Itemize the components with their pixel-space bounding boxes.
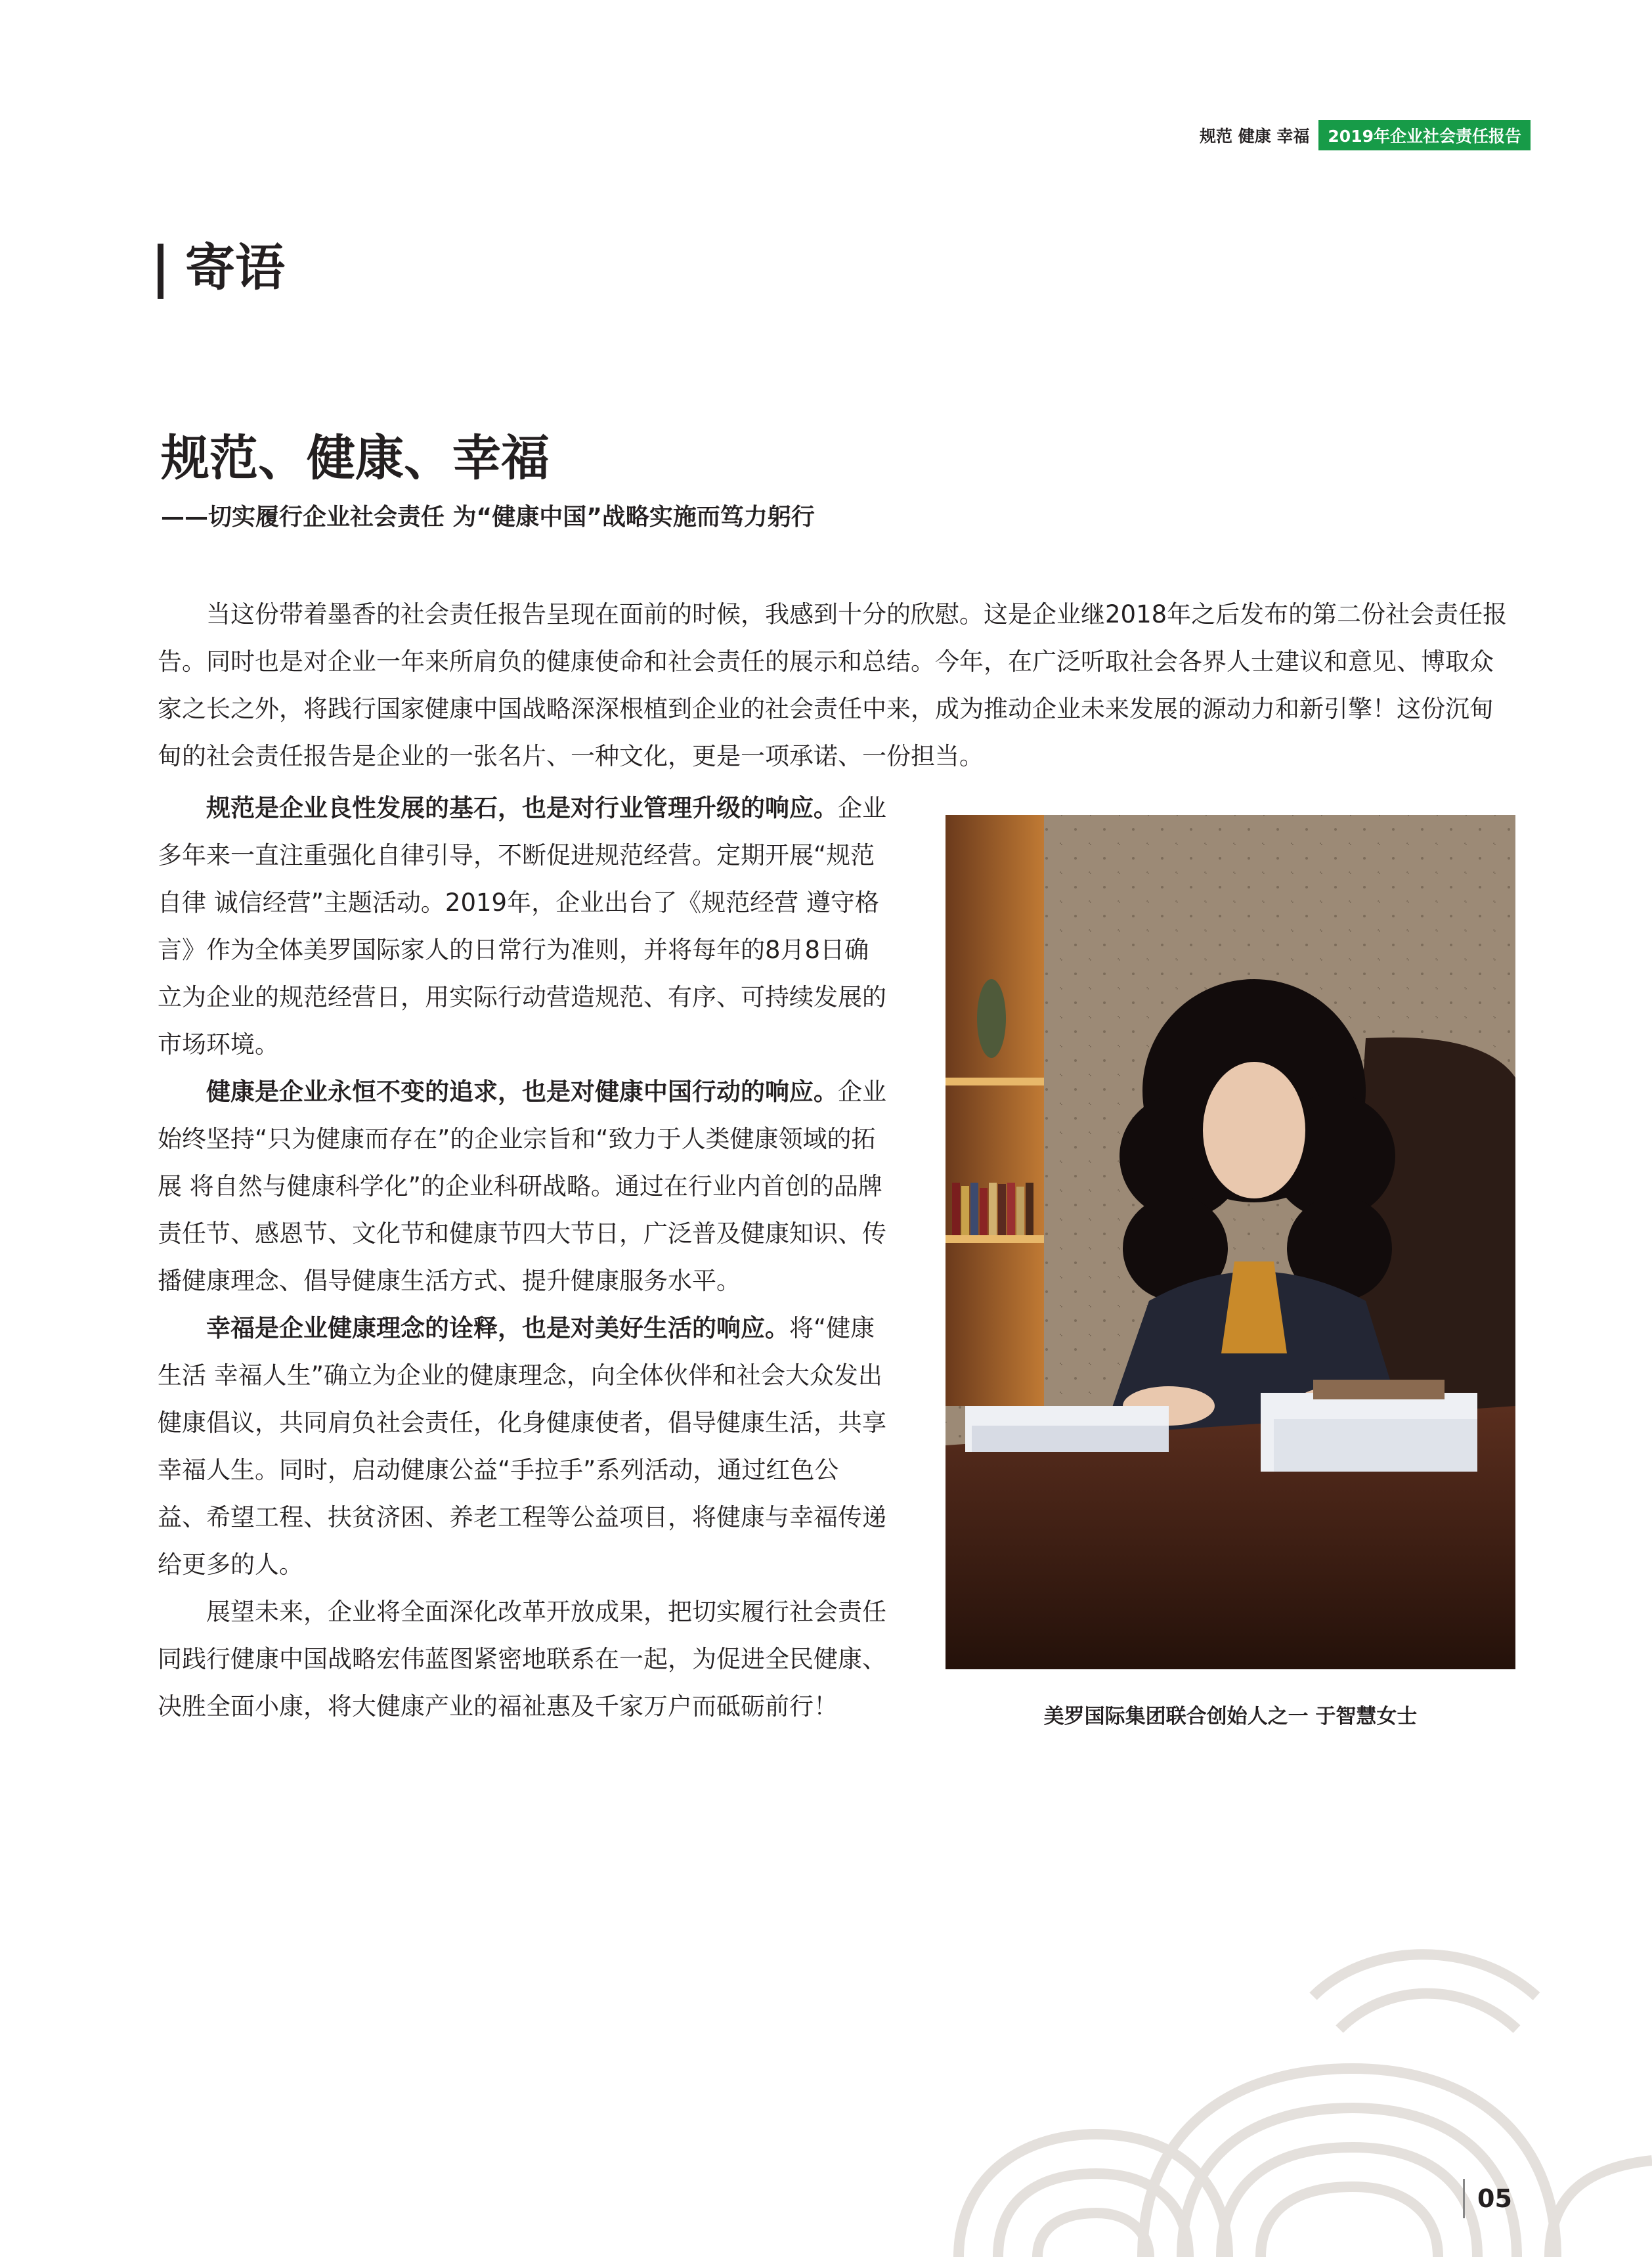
paragraph-body: 展望未来，企业将全面深化改革开放成果，把切实履行社会责任同践行健康中国战略宏伟蓝图紧密地联系在一起，为促进全民健康、决胜全面小康，将大健康产业的福祉惠及千家万户而砥砺前行！ [158, 1598, 886, 1720]
portrait-illustration [946, 815, 1515, 1669]
header-tagline: 规范 健康 幸福 [1199, 127, 1310, 146]
article-title: 规范、健康、幸福 [161, 430, 550, 487]
portrait-photo [946, 815, 1515, 1669]
paragraph-body: 企业始终坚持“只为健康而存在”的企业宗旨和“致力于人类健康领域的拓展 将自然与健康科学化”的企业科研战略。通过在行业内首创的品牌责任节、感恩节、文化节和健康节四大节日，广泛普及健康知识、传播健康理念、倡导健康生活方式、提升健康服务水平。 [158, 1078, 886, 1295]
paragraph-health [158, 1068, 886, 1305]
paragraph-standards [158, 785, 886, 1068]
cloud-pattern-decoration [946, 1917, 1652, 2257]
photo-caption: 美罗国际集团联合创始人之一 于智慧女士 [1043, 1705, 1418, 1728]
intro-paragraph: 当这份带着墨香的社会责任报告呈现在面前的时候，我感到十分的欣慰。这是企业继2018年之后发布的第二份社会责任报告。同时也是对企业一年来所肩负的健康使命和社会责任的展示和总结。今年，在广泛听取社会各界人士建议和意见、博取众家之长之外，将践行国家健康中国战略深深根植到企业的社会责任中来，成为推动企业未来发展的源动力和新引擎！这份沉甸甸的社会责任报告是企业的一张名片、一种文化，更是一项承诺、一份担当。 [158, 600, 1508, 770]
section-bar [158, 244, 163, 299]
paragraph-happiness [158, 1305, 886, 1589]
paragraph-lead: 健康是企业永恒不变的追求，也是对健康中国行动的响应。 [206, 1078, 838, 1106]
body-column [158, 785, 886, 1730]
report-badge: 2019年企业社会责任报告 [1318, 120, 1531, 150]
page-number-rule [1463, 2179, 1465, 2218]
paragraph-body: 将“健康生活 幸福人生”确立为企业的健康理念，向全体伙伴和社会大众发出健康倡议，共同肩负社会责任，化身健康使者，倡导健康生活，共享幸福人生。同时，启动健康公益“手拉手”系列活动，通过红色公益、希望工程、扶贫济困、养老工程等公益项目，将健康与幸福传递给更多的人。 [158, 1314, 886, 1579]
page-header [1200, 120, 1531, 150]
paragraph-lead: 幸福是企业健康理念的诠释，也是对美好生活的响应。 [206, 1314, 789, 1342]
section-title: 寄语 [185, 238, 285, 297]
paragraph-lead: 规范是企业良性发展的基石，也是对行业管理升级的响应。 [206, 794, 838, 822]
article-subtitle: ——切实履行企业社会责任 为“健康中国”战略实施而笃力躬行 [161, 504, 815, 531]
paragraph-body: 企业多年来一直注重强化自律引导，不断促进规范经营。定期开展“规范自律 诚信经营”主题活动。2019年，企业出台了《规范经营 遵守格言》作为全体美罗国际家人的日常行为准则，并将每年的8月8日确立为企业的规范经营日，用实际行动营造规范、有序、可持续发展的市场环境。 [158, 794, 886, 1059]
page-number: 05 [1477, 2184, 1512, 2213]
paragraph-outlook [158, 1589, 886, 1730]
